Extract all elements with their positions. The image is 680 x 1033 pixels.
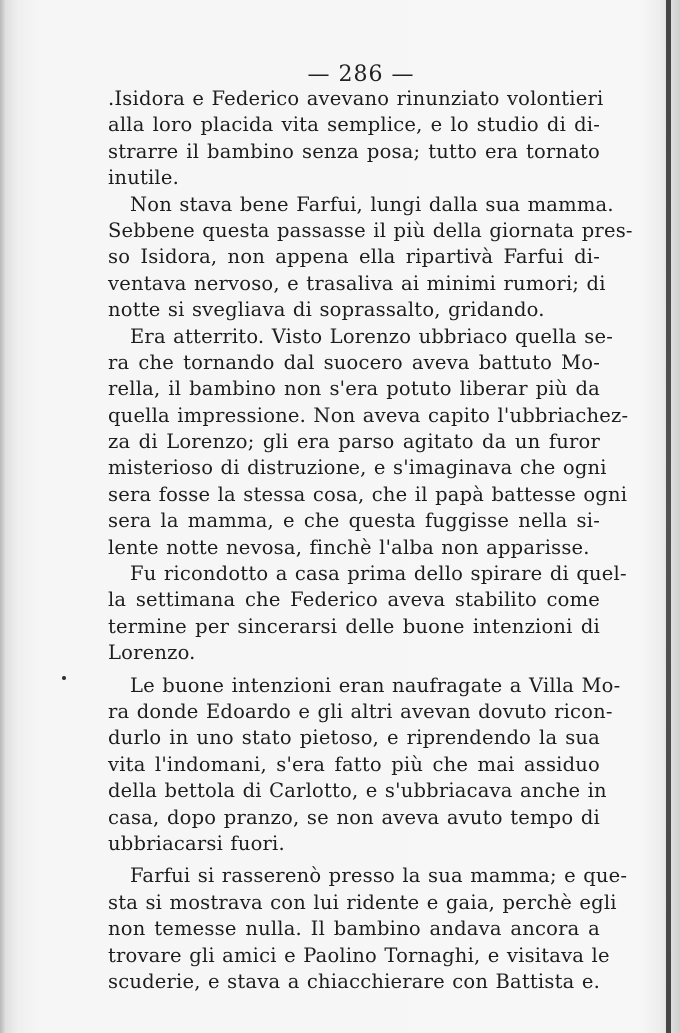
text-line: alla loro placida vita semplice, e lo studio di di- (108, 113, 600, 137)
text-line: misterioso di distruzione, e s'imaginava che ogni (108, 456, 607, 480)
text-line: Fu ricondotto a casa prima dello spirare di quel- (130, 562, 627, 586)
text-line: trovare gli amici e Paolino Tornaghi, e visitava le (108, 943, 610, 967)
text-line: sta si mostrava con lui ridente e gaia, perchè egli (108, 890, 617, 914)
text-line: Era atterrito. Visto Lorenzo ubbriaco quella se- (130, 324, 613, 348)
text-line: termine per sincerarsi delle buone intenzioni di (108, 614, 600, 638)
text-line: strarre il bambino senza posa; tutto era tornato (108, 139, 600, 163)
paragraph-4 (108, 561, 627, 667)
text-line: Sebbene questa passasse il più della giornata pres- (108, 218, 633, 242)
text-line: za di Lorenzo; gli era parso agitato da un furor (108, 430, 600, 454)
text-line: ventava nervoso, e trasaliva ai minimi rumori; di (108, 271, 606, 295)
text-line: scuderie, e stava a chiacchierare con Battista e. (108, 969, 600, 993)
text-line: .Isidora e Federico avevano rinunziato volontieri (108, 87, 604, 110)
text-line: sera la mamma, e che questa fuggisse nella si- (108, 509, 600, 533)
text-line: non temesse nulla. Il bambino andava ancora a (108, 917, 600, 941)
text-line: ubbriacarsi fuori. (108, 831, 285, 855)
body-text (108, 86, 633, 995)
text-line: ra donde Edoardo e gli altri avevan dovuto ricon- (108, 699, 613, 723)
text-line: quella impressione. Non aveva capito l'ubbriachez- (108, 403, 629, 427)
text-line: Lorenzo. (108, 641, 196, 665)
text-line: so Isidora, non appena ella ripartivà Farfui di- (108, 245, 600, 269)
paragraph-6 (108, 863, 628, 995)
text-line: vita l'indomani, s'era fatto più che mai assiduo (108, 752, 600, 776)
text-line: ra che tornando dal suocero aveva battuto Mo- (108, 350, 600, 374)
text-line: lente notte nevosa, finchè l'alba non apparisse. (108, 535, 590, 559)
text-line: sera fosse la stessa cosa, che il papà battesse ogni (108, 482, 628, 506)
text-line: rella, il bambino non s'era potuto liberar più da (108, 377, 600, 401)
text-line: notte si svegliava di soprassalto, gridando. (108, 298, 545, 322)
page-left-edge (0, 0, 6, 1033)
paragraph-2 (108, 192, 633, 324)
paragraph-5 (108, 673, 621, 858)
text-line: Non stava bene Farfui, lungi dalla sua mamma. (130, 192, 614, 216)
text-line: Farfui si rasserenò presso la sua mamma; e que- (130, 864, 628, 888)
paragraph-1 (108, 86, 604, 192)
text-line: la settimana che Federico aveva stabilito come (108, 588, 600, 612)
text-line: della bettola di Carlotto, e s'ubbriacava anche in (108, 779, 607, 803)
text-line: casa, dopo pranzo, se non aveva avuto tempo di (108, 805, 600, 829)
stray-ink-dot (62, 676, 66, 680)
text-line: inutile. (108, 166, 180, 190)
paragraph-3 (108, 324, 629, 562)
page-number: — 286 — (307, 62, 415, 87)
book-spine-shadow (666, 0, 671, 1033)
text-line: Le buone intenzioni eran naufragate a Villa Mo- (130, 673, 621, 697)
text-line: durlo in uno stato pietoso, e riprendendo la sua (108, 726, 600, 750)
